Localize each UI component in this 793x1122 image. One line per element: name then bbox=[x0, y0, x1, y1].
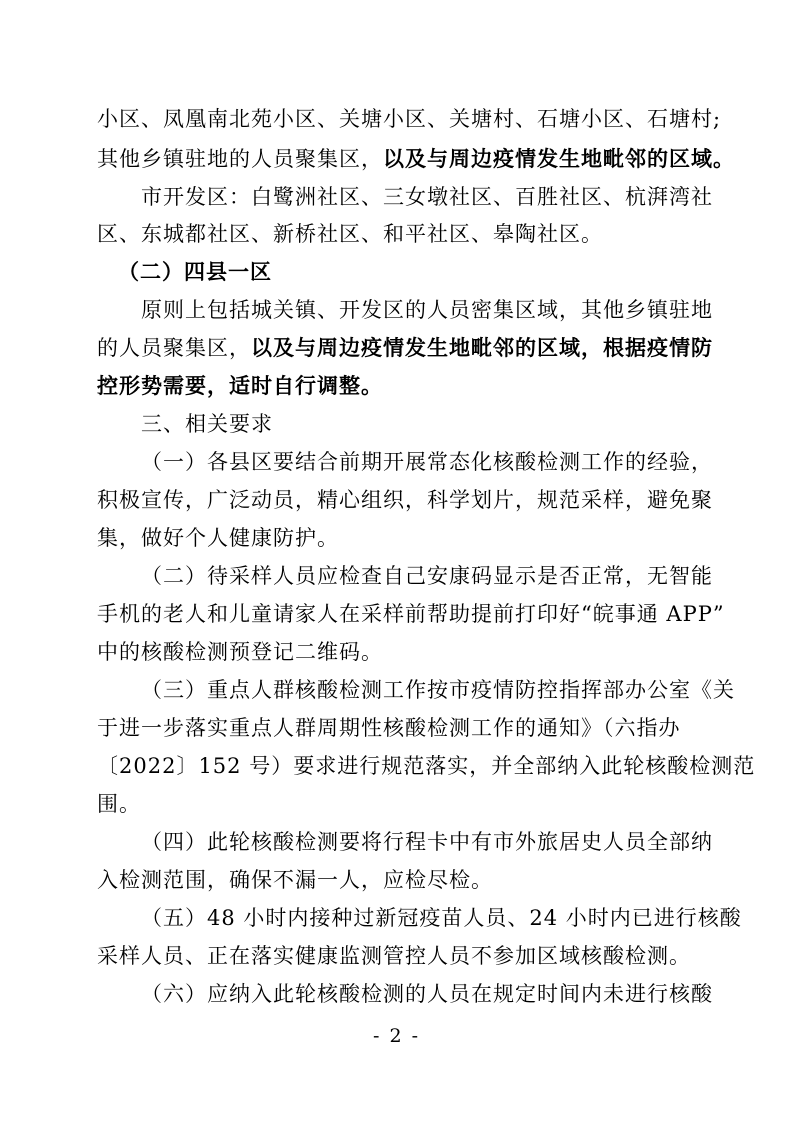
paragraph-line bbox=[141, 676, 741, 704]
paragraph-line bbox=[97, 334, 713, 362]
paragraph-line bbox=[97, 752, 756, 780]
line-bold-text: 以及与周边疫情发生地毗邻的区域。 bbox=[383, 146, 735, 171]
line-text: 小区、凤凰南北苑小区、关塘小区、关塘村、石塘小区、石塘村; bbox=[97, 107, 722, 131]
line-text: 积极宣传，广泛动员，精心组织，科学划片，规范采样，避免聚 bbox=[97, 488, 713, 512]
paragraph-line bbox=[97, 600, 725, 628]
line-text: 的人员聚集区， bbox=[97, 336, 251, 360]
paragraph-line bbox=[97, 145, 735, 173]
paragraph-line bbox=[141, 183, 741, 211]
paragraph-line bbox=[97, 638, 697, 666]
line-text: 入检测范围，确保不漏一人，应检尽检。 bbox=[97, 868, 493, 892]
line-bold-text: 控形势需要，适时自行调整。 bbox=[97, 373, 383, 398]
line-text: 其他乡镇驻地的人员聚集区， bbox=[97, 147, 383, 171]
paragraph-line bbox=[97, 524, 697, 552]
paragraph-line bbox=[97, 105, 722, 133]
line-text: （六）应纳入此轮核酸检测的人员在规定时间内未进行核酸 bbox=[141, 982, 713, 1006]
line-text: 手机的老人和儿童请家人在采样前帮助提前打印好“皖事通 APP” bbox=[97, 602, 725, 626]
paragraph-line bbox=[97, 486, 713, 514]
line-text: 采样人员、正在落实健康监测管控人员不参加区域核酸检测。 bbox=[97, 944, 691, 968]
line-text: 区、东城都社区、新桥社区、和平社区、皋陶社区。 bbox=[97, 222, 603, 246]
line-text: （二）待采样人员应检查自己安康码显示是否正常，无智能 bbox=[141, 564, 713, 588]
section-heading bbox=[118, 258, 718, 286]
line-text: （三）重点人群核酸检测工作按市疫情防控指挥部办公室《关 bbox=[141, 678, 735, 702]
heading-text: 三、相关要求 bbox=[141, 412, 273, 436]
line-text: （五）48 小时内接种过新冠疫苗人员、24 小时内已进行核酸 bbox=[141, 906, 742, 930]
line-text: 集，做好个人健康防护。 bbox=[97, 526, 339, 550]
paragraph-line bbox=[97, 866, 697, 894]
section-heading bbox=[141, 410, 741, 438]
line-text: 市开发区：白鹭洲社区、三女墩社区、百胜社区、杭湃湾社 bbox=[141, 185, 713, 209]
paragraph-line bbox=[141, 828, 741, 856]
line-text: 于进一步落实重点人群周期性核酸检测工作的通知》（六指办 bbox=[97, 716, 681, 740]
paragraph-line bbox=[141, 980, 741, 1008]
heading-text: （二）四县一区 bbox=[118, 259, 272, 284]
paragraph-line bbox=[97, 942, 697, 970]
line-text: （四）此轮核酸检测要将行程卡中有市外旅居史人员全部纳 bbox=[141, 830, 713, 854]
line-text: 〔2022〕152 号）要求进行规范落实，并全部纳入此轮核酸检测范 bbox=[97, 754, 756, 778]
paragraph-line bbox=[141, 562, 741, 590]
line-text: （一）各县区要结合前期开展常态化核酸检测工作的经验， bbox=[141, 450, 713, 474]
page-number: - 2 - bbox=[372, 1025, 420, 1047]
line-bold-text: 以及与周边疫情发生地毗邻的区域，根据疫情防 bbox=[251, 335, 713, 360]
line-text: 围。 bbox=[97, 792, 141, 816]
paragraph-line bbox=[97, 220, 697, 248]
paragraph-line bbox=[141, 296, 741, 324]
paragraph-line bbox=[97, 714, 697, 742]
paragraph-line bbox=[97, 372, 697, 400]
line-text: 中的核酸检测预登记二维码。 bbox=[97, 640, 383, 664]
paragraph-line bbox=[141, 448, 741, 476]
paragraph-line bbox=[141, 904, 741, 932]
paragraph-line bbox=[97, 790, 697, 818]
line-text: 原则上包括城关镇、开发区的人员密集区域，其他乡镇驻地 bbox=[141, 298, 713, 322]
